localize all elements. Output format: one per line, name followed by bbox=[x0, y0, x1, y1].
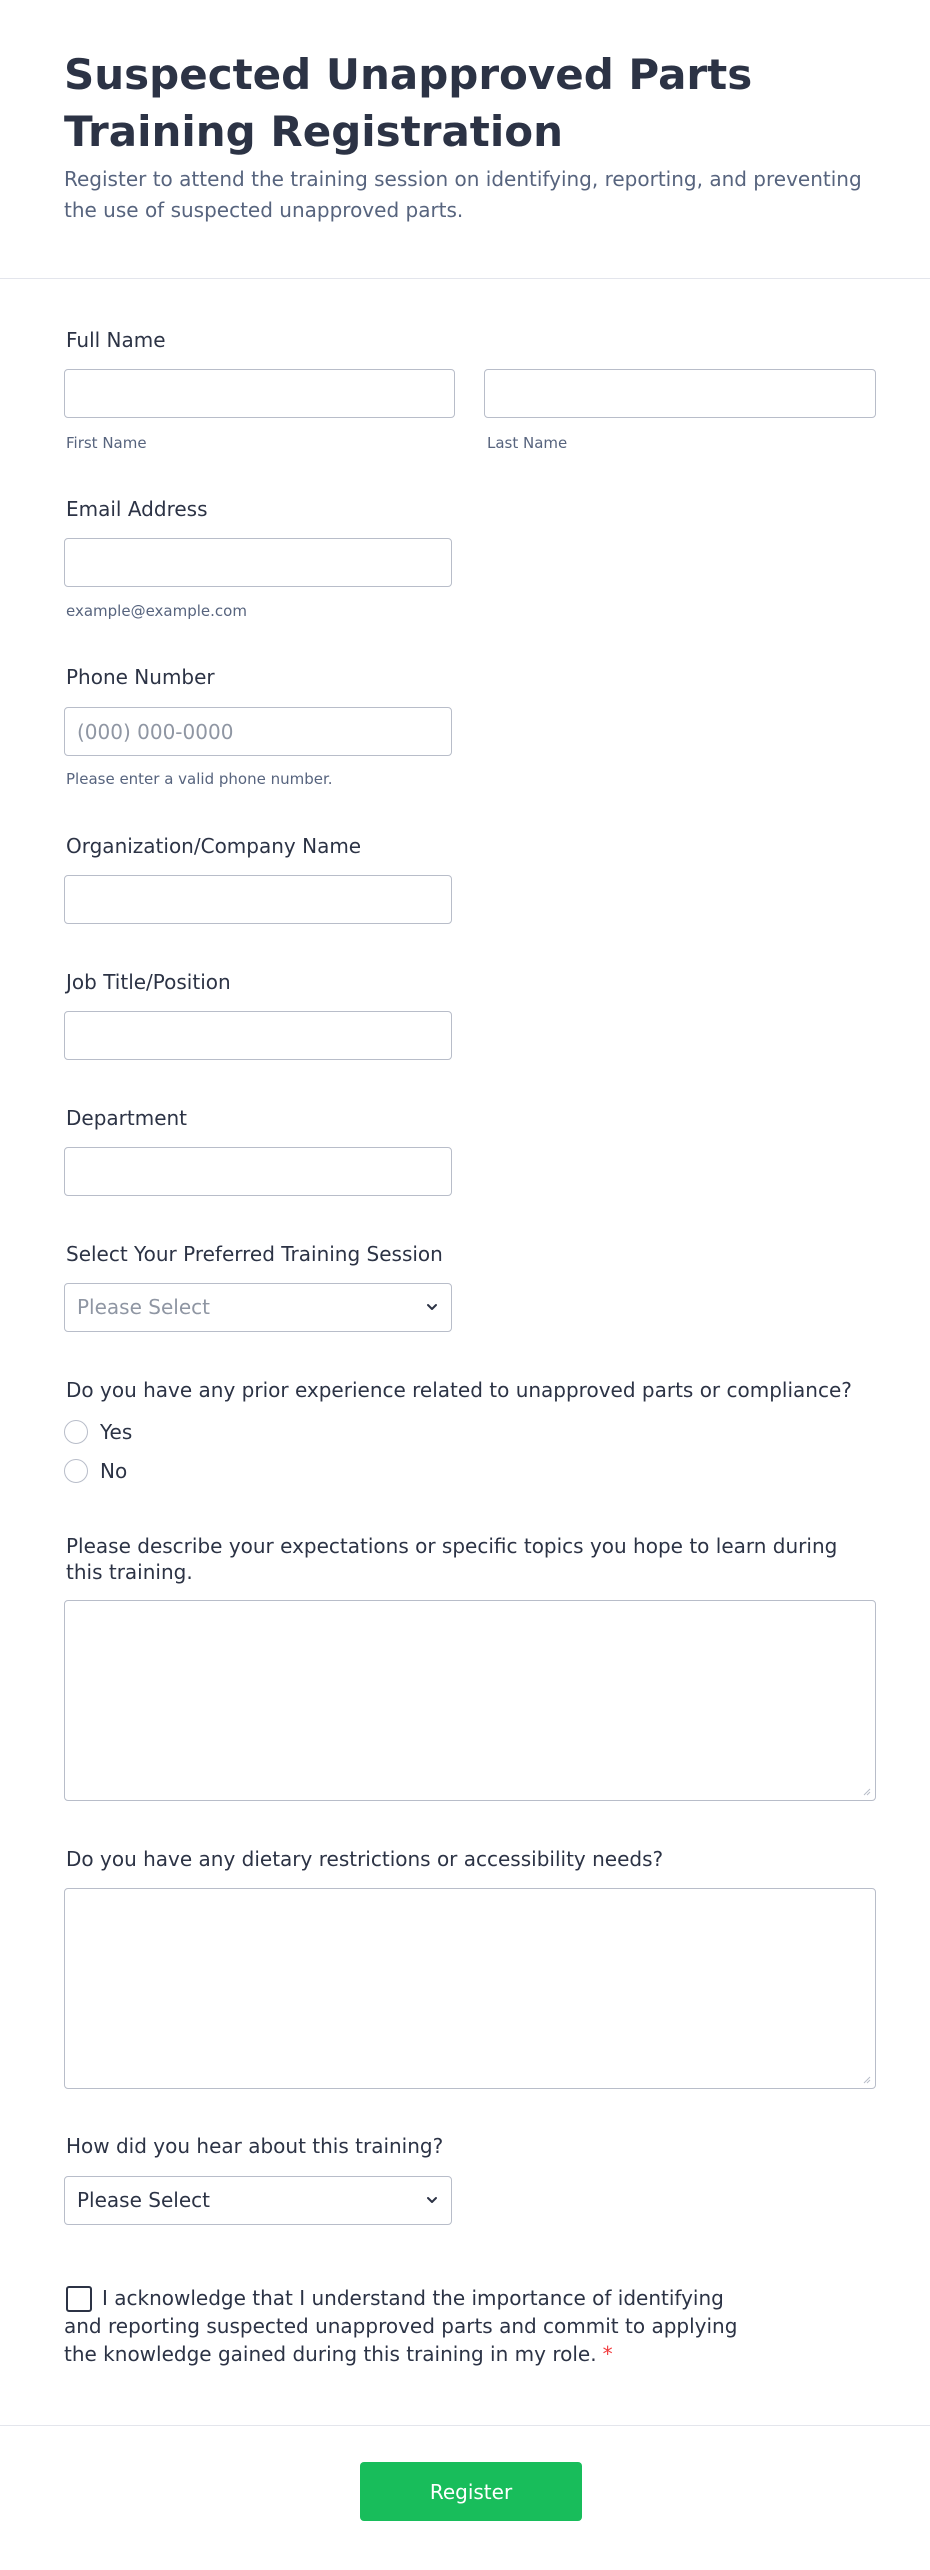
session-select-value: Please Select bbox=[77, 1295, 210, 1319]
chevron-down-icon bbox=[425, 1300, 439, 1314]
required-asterisk: * bbox=[602, 2342, 613, 2366]
heard-about-select-value: Please Select bbox=[77, 2188, 210, 2212]
organization-input[interactable] bbox=[64, 875, 452, 924]
department-input[interactable] bbox=[64, 1147, 452, 1196]
phone-sublabel: Please enter a valid phone number. bbox=[66, 770, 333, 788]
session-select[interactable] bbox=[64, 1283, 452, 1332]
email-label: Email Address bbox=[66, 497, 208, 521]
dietary-textarea[interactable] bbox=[64, 1888, 876, 2089]
full-name-label: Full Name bbox=[66, 328, 166, 352]
phone-input[interactable] bbox=[64, 707, 452, 756]
first-name-input[interactable] bbox=[64, 369, 455, 418]
radio-circle[interactable] bbox=[64, 1459, 88, 1483]
job-title-label: Job Title/Position bbox=[66, 970, 231, 994]
email-field[interactable] bbox=[64, 538, 452, 587]
chevron-down-icon bbox=[425, 2193, 439, 2207]
form-header bbox=[0, 0, 930, 279]
experience-label: Do you have any prior experience related to unapproved parts or compliance? bbox=[66, 1378, 852, 1402]
expectations-textarea[interactable] bbox=[64, 1600, 876, 1801]
radio-option-no[interactable] bbox=[64, 1457, 127, 1485]
radio-label-no: No bbox=[100, 1459, 128, 1483]
last-name-input[interactable] bbox=[484, 369, 876, 418]
heard-about-select[interactable] bbox=[64, 2176, 452, 2225]
phone-label: Phone Number bbox=[66, 665, 215, 689]
page-title: Suspected Unapproved Parts Training Registration bbox=[64, 50, 753, 156]
radio-option-yes[interactable] bbox=[64, 1418, 132, 1446]
organization-label: Organization/Company Name bbox=[66, 834, 362, 858]
dietary-label: Do you have any dietary restrictions or accessibility needs? bbox=[66, 1847, 664, 1871]
email-sublabel: example@example.com bbox=[66, 602, 247, 620]
form-footer-divider bbox=[0, 2425, 930, 2426]
resize-grip-icon[interactable] bbox=[861, 1786, 871, 1796]
department-label: Department bbox=[66, 1106, 188, 1130]
radio-label-yes: Yes bbox=[100, 1420, 133, 1444]
radio-circle[interactable] bbox=[64, 1420, 88, 1444]
acknowledgment-text bbox=[64, 2284, 754, 2368]
job-title-input[interactable] bbox=[64, 1011, 452, 1060]
acknowledgment-label: I acknowledge that I understand the importance of identifying and reporting suspected unapproved parts and commit to applying the knowledge gained during this training in my role. bbox=[64, 2286, 738, 2366]
resize-grip-icon[interactable] bbox=[861, 2074, 871, 2084]
heard-about-label: How did you hear about this training? bbox=[66, 2134, 444, 2158]
expectations-label: Please describe your expectations or specific topics you hope to learn during this training. bbox=[66, 1534, 838, 1584]
first-name-sublabel: First Name bbox=[66, 434, 147, 452]
page-subtitle: Register to attend the training session on identifying, reporting, and preventing the use of suspected unapproved parts. bbox=[64, 167, 862, 222]
session-label: Select Your Preferred Training Session bbox=[66, 1242, 443, 1266]
last-name-sublabel: Last Name bbox=[487, 434, 568, 452]
register-button[interactable]: Register bbox=[360, 2462, 582, 2521]
